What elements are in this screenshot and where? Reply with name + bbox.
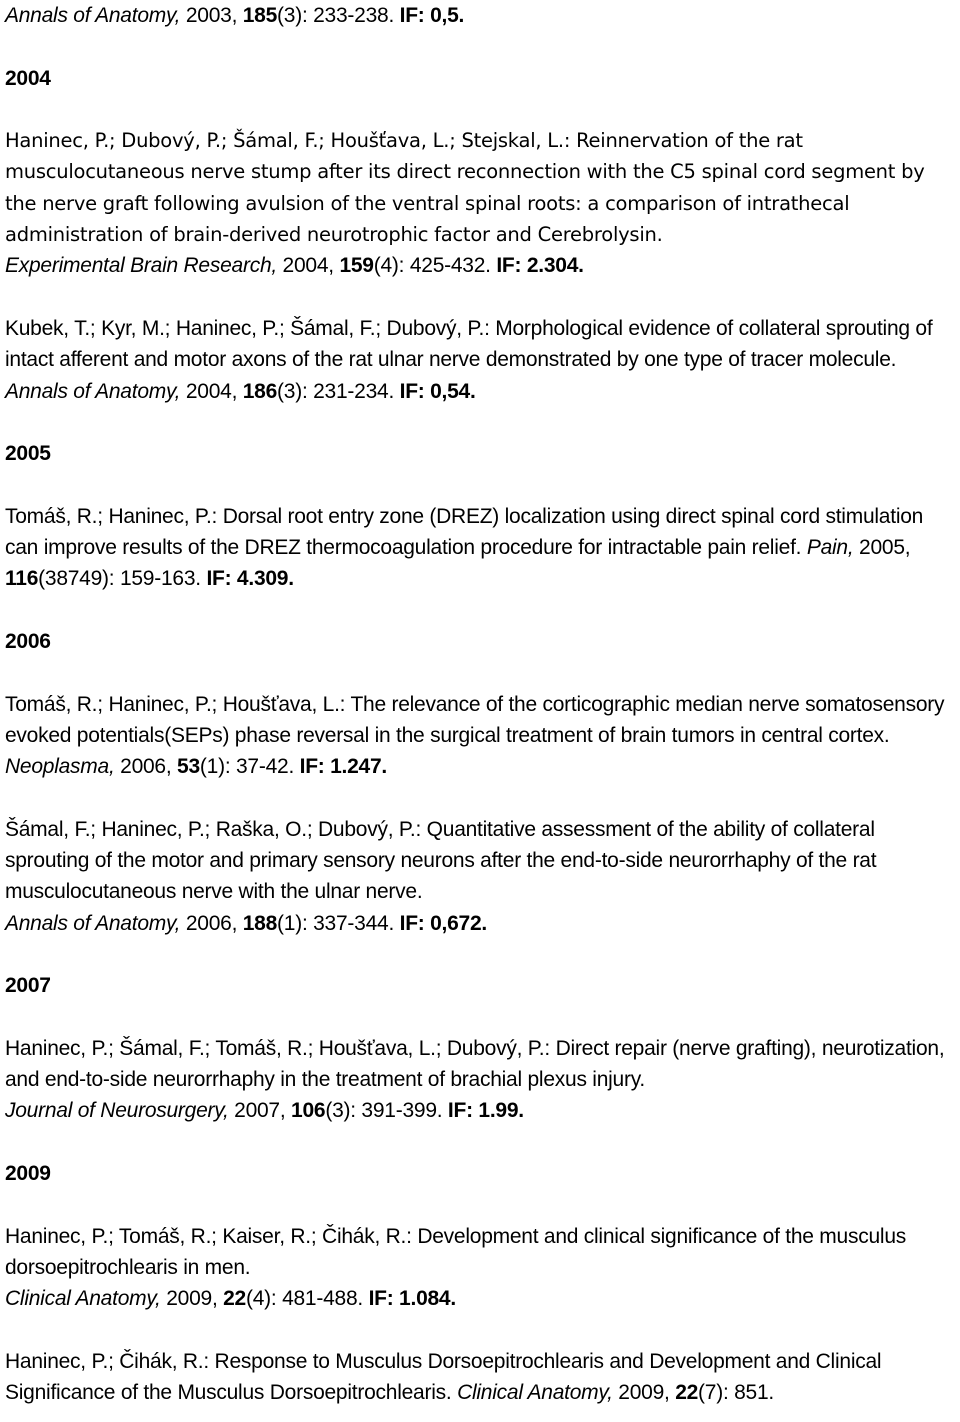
journal-name: Experimental Brain Research, <box>5 254 277 278</box>
year-heading: 2007 <box>5 974 51 998</box>
citation-entry <box>5 313 955 407</box>
spacer <box>5 469 955 500</box>
issue-pages: (7): 851. <box>698 1381 775 1405</box>
citation-entry <box>5 1346 955 1409</box>
journal-name: Clinical Anatomy, <box>5 1287 161 1311</box>
issue-pages: (3): 231-234. <box>277 379 400 403</box>
publication-year: 2009, <box>612 1381 676 1405</box>
impact-factor: IF: 0,672. <box>399 911 488 935</box>
issue-pages: (4): 425-432. <box>373 254 497 278</box>
spacer <box>5 1314 955 1345</box>
citation-entry <box>5 0 955 31</box>
spacer <box>5 1189 955 1220</box>
issue-pages: (3): 391-399. <box>325 1099 448 1123</box>
spacer <box>5 94 955 125</box>
authors: Kubek, T.; Kyr, M.; Haninec, P.; Šámal, F.; Dubový, P. <box>5 316 485 340</box>
citation-entry <box>5 125 955 281</box>
issue-pages: (1): 337-344. <box>277 911 400 935</box>
publication-year: 2003, <box>180 4 243 27</box>
authors: Haninec, P.; Čihák, R. <box>5 1349 204 1373</box>
journal-name: Journal of Neurosurgery, <box>5 1099 229 1123</box>
spacer <box>5 1127 955 1158</box>
spacer <box>5 31 955 62</box>
volume-number: 186 <box>242 379 278 403</box>
publication-year: 2004, <box>180 379 243 403</box>
publication-year: 2006, <box>180 911 243 935</box>
volume-number: 22 <box>675 1381 699 1405</box>
impact-factor: IF: 2.304. <box>496 254 584 278</box>
authors: Šámal, F.; Haninec, P.; Raška, O.; Dubový, P. <box>5 817 416 841</box>
journal-name: Neoplasma, <box>5 755 115 779</box>
publication-year: 2006, <box>114 755 178 779</box>
journal-name: Pain, <box>806 536 854 560</box>
volume-number: 185 <box>242 4 278 27</box>
volume-number: 159 <box>339 254 374 278</box>
article-title: : Quantitative assessment of the ability of collateral sprouting of the motor and primary sensory neurons after the end-to-side neurorrhaphy of the rat musculocutaneous nerve with the ulnar nerve. <box>5 817 877 904</box>
authors: Haninec, P.; Šámal, F.; Tomáš, R.; Houšťava, L.; Dubový, P. <box>5 1036 545 1060</box>
spacer <box>5 1002 955 1033</box>
year-heading: 2005 <box>5 442 51 466</box>
spacer <box>5 595 955 626</box>
volume-number: 22 <box>223 1287 246 1311</box>
volume-number: 188 <box>242 911 278 935</box>
impact-factor: IF: 1.084. <box>368 1287 456 1311</box>
citation-entry <box>5 689 955 783</box>
publication-year: 2007, <box>228 1099 292 1123</box>
volume-number: 53 <box>177 755 200 779</box>
article-title: : Direct repair (nerve grafting), neurotization, and end-to-side neurorrhaphy in the treatment of brachial plexus injury. <box>5 1036 945 1092</box>
citation-entry <box>5 814 955 939</box>
article-title: : Morphological evidence of collateral sprouting of intact afferent and motor axons of the rat ulnar nerve demonstrated by one type of tracer molecule. <box>5 316 933 372</box>
issue-pages: (4): 481-488. <box>245 1287 369 1311</box>
article-title: : Dorsal root entry zone (DREZ) localization using direct spinal cord stimulation can improve results of the DREZ thermocoagulation procedure for intractable pain relief. <box>5 504 924 560</box>
authors: Tomáš, R.; Haninec, P. <box>5 504 212 528</box>
year-heading: 2004 <box>5 66 51 90</box>
spacer <box>5 282 955 313</box>
year-heading: 2006 <box>5 629 51 653</box>
impact-factor: IF: 0,54. <box>399 379 476 403</box>
spacer <box>5 939 955 970</box>
volume-number: 106 <box>291 1099 326 1123</box>
spacer <box>5 657 955 688</box>
impact-factor: IF: 1.99. <box>447 1099 524 1123</box>
impact-factor: IF: 1.247. <box>299 755 388 779</box>
authors: Haninec, P.; Dubový, P.; Šámal, F.; Houšťava, L.; Stejskal, L. <box>5 129 564 153</box>
publication-year: 2004, <box>276 254 340 278</box>
spacer <box>5 782 955 813</box>
article-title: : Reinnervation of the rat musculocutaneous nerve stump after its direct reconnection with the C5 spinal cord segment by the nerve graft following avulsion of the ventral spinal roots: a comparison of intrathecal administration of brain-derived neurotrophic factor and Cerebrolysin. <box>5 129 925 247</box>
journal-name: Clinical Anatomy, <box>457 1381 613 1405</box>
citation-entry <box>5 1033 955 1127</box>
article-title: : Development and clinical significance of the musculus dorsoepitrochlearis in men. <box>5 1224 907 1279</box>
citation-entry <box>5 501 955 595</box>
authors: Haninec, P.; Tomáš, R.; Kaiser, R.; Čihák, R. <box>5 1224 407 1248</box>
citation-entry <box>5 1221 955 1315</box>
issue-pages: (3): 233-238. <box>277 4 400 27</box>
publication-list <box>5 0 955 1408</box>
article-title: : The relevance of the corticographic median nerve somatosensory evoked potentials(SEPs) phase reversal in the surgical treatment of brain tumors in central cortex. <box>5 692 945 747</box>
publication-year: 2005, <box>853 536 911 560</box>
article-title: : Response to Musculus Dorsoepitrochlearis and Development and Clinical Significance of the Musculus Dorsoepitrochlearis. <box>5 1349 882 1405</box>
spacer <box>5 407 955 438</box>
authors: Tomáš, R.; Haninec, P.; Houšťava, L. <box>5 692 340 716</box>
issue-pages: (38749): 159-163. <box>38 567 207 591</box>
journal-name: Annals of Anatomy, <box>5 4 181 27</box>
journal-name: Annals of Anatomy, <box>5 379 181 403</box>
impact-factor: IF: 0,5. <box>399 4 465 27</box>
year-heading: 2009 <box>5 1161 51 1185</box>
issue-pages: (1): 37-42. <box>199 755 300 779</box>
publication-year: 2009, <box>160 1287 224 1311</box>
journal-name: Annals of Anatomy, <box>5 911 181 935</box>
impact-factor: IF: 4.309. <box>206 567 294 591</box>
volume-number: 116 <box>5 567 39 591</box>
